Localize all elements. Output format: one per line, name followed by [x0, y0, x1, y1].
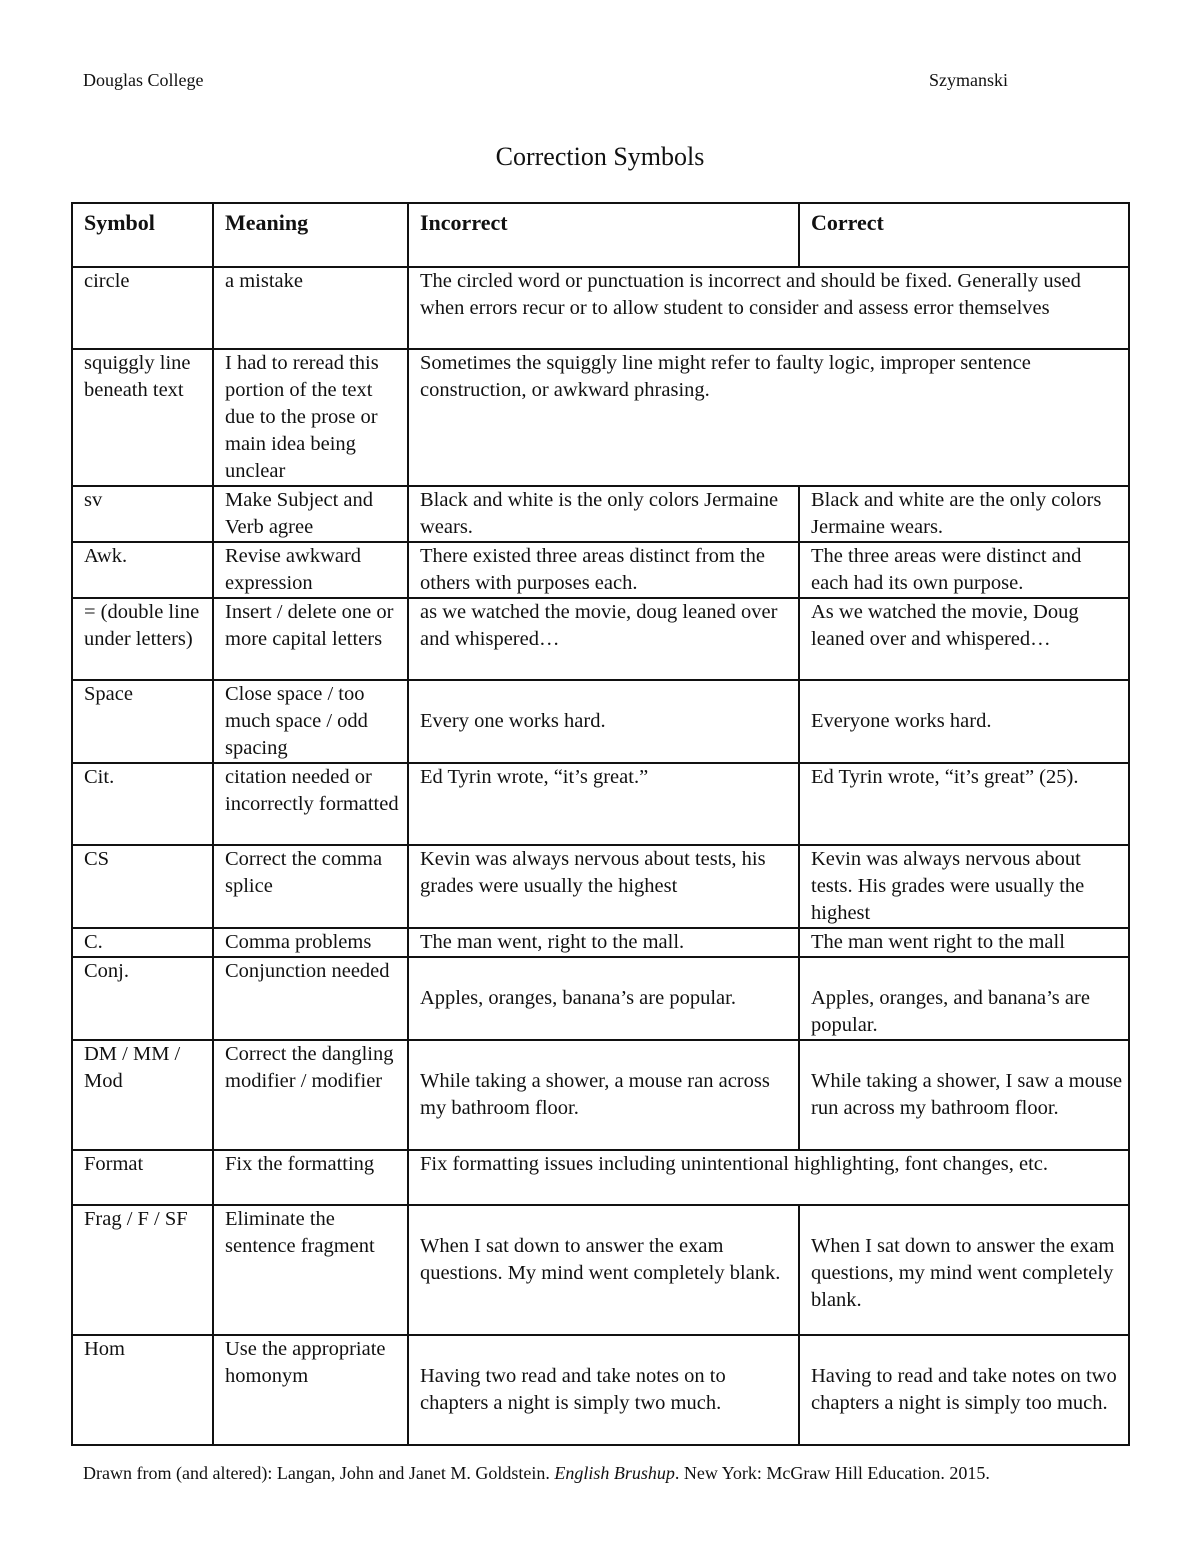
correct-cell: Having to read and take notes on two chapters a night is simply too much. — [799, 1335, 1129, 1445]
incorrect-cell: Every one works hard. — [408, 680, 799, 763]
incorrect-cell: There existed three areas distinct from the others with purposes each. — [408, 542, 799, 598]
meaning-cell: Eliminate the sentence fragment — [213, 1205, 408, 1335]
correct-cell: Everyone works hard. — [799, 680, 1129, 763]
meaning-cell: Correct the dangling modifier / modifier — [213, 1040, 408, 1150]
symbol-cell: Space — [72, 680, 213, 763]
incorrect-cell: Having two read and take notes on to chapters a night is simply two much. — [408, 1335, 799, 1445]
meaning-cell: Use the appropriate homonym — [213, 1335, 408, 1445]
table-row — [72, 1335, 1129, 1445]
table-row — [72, 957, 1129, 1040]
table-row — [72, 542, 1129, 598]
correction-symbols-table — [71, 202, 1130, 1446]
table-row — [72, 1205, 1129, 1335]
table-row — [72, 1150, 1129, 1205]
meaning-cell: Make Subject and Verb agree — [213, 486, 408, 542]
symbol-cell: Format — [72, 1150, 213, 1205]
citation-book-title: English Brushup — [554, 1463, 675, 1483]
table-row — [72, 928, 1129, 957]
incorrect-cell: Black and white is the only colors Jermaine wears. — [408, 486, 799, 542]
incorrect-cell: as we watched the movie, doug leaned over and whispered… — [408, 598, 799, 680]
incorrect-cell: Apples, oranges, banana’s are popular. — [408, 957, 799, 1040]
correct-cell: While taking a shower, I saw a mouse run across my bathroom floor. — [799, 1040, 1129, 1150]
correct-cell: Ed Tyrin wrote, “it’s great” (25). — [799, 763, 1129, 845]
note-cell: Fix formatting issues including unintentional highlighting, font changes, etc. — [408, 1150, 1129, 1205]
symbol-cell: sv — [72, 486, 213, 542]
meaning-cell: citation needed or incorrectly formatted — [213, 763, 408, 845]
incorrect-cell: When I sat down to answer the exam questions. My mind went completely blank. — [408, 1205, 799, 1335]
meaning-cell: Correct the comma splice — [213, 845, 408, 928]
symbol-cell: Frag / F / SF — [72, 1205, 213, 1335]
symbol-cell: Awk. — [72, 542, 213, 598]
symbol-cell: Hom — [72, 1335, 213, 1445]
column-header-meaning: Meaning — [213, 203, 408, 267]
symbol-cell: DM / MM / Mod — [72, 1040, 213, 1150]
correct-cell: Kevin was always nervous about tests. His grades were usually the highest — [799, 845, 1129, 928]
table-row — [72, 1040, 1129, 1150]
table-row — [72, 763, 1129, 845]
incorrect-cell: While taking a shower, a mouse ran across my bathroom floor. — [408, 1040, 799, 1150]
page-title: Correction Symbols — [495, 142, 705, 171]
meaning-cell: Comma problems — [213, 928, 408, 957]
symbol-cell: Cit. — [72, 763, 213, 845]
correct-cell: Apples, oranges, and banana’s are popular. — [799, 957, 1129, 1040]
meaning-cell: Insert / delete one or more capital letters — [213, 598, 408, 680]
incorrect-cell: The man went, right to the mall. — [408, 928, 799, 957]
citation-suffix: . New York: McGraw Hill Education. 2015. — [674, 1463, 990, 1483]
correct-cell: Black and white are the only colors Jermaine wears. — [799, 486, 1129, 542]
symbol-cell: C. — [72, 928, 213, 957]
symbol-cell: circle — [72, 267, 213, 349]
table-header-row — [72, 203, 1129, 267]
meaning-cell: Fix the formatting — [213, 1150, 408, 1205]
table-row — [72, 680, 1129, 763]
note-cell: Sometimes the squiggly line might refer to faulty logic, improper sentence construction, or awkward phrasing. — [408, 349, 1129, 486]
table-row — [72, 349, 1129, 486]
symbol-cell: CS — [72, 845, 213, 928]
header-right: Szymanski — [929, 70, 1008, 90]
table-row — [72, 598, 1129, 680]
note-cell: The circled word or punctuation is incorrect and should be fixed. Generally used when errors recur or to allow student to consider and assess error themselves — [408, 267, 1129, 349]
correct-cell: As we watched the movie, Doug leaned over and whispered… — [799, 598, 1129, 680]
incorrect-cell: Ed Tyrin wrote, “it’s great.” — [408, 763, 799, 845]
column-header-correct: Correct — [799, 203, 1129, 267]
source-citation — [83, 1463, 990, 1484]
symbol-cell: squiggly line beneath text — [72, 349, 213, 486]
meaning-cell: Close space / too much space / odd spacing — [213, 680, 408, 763]
column-header-incorrect: Incorrect — [408, 203, 799, 267]
table-row — [72, 486, 1129, 542]
column-header-symbol: Symbol — [72, 203, 213, 267]
meaning-cell: Conjunction needed — [213, 957, 408, 1040]
symbol-cell: Conj. — [72, 957, 213, 1040]
incorrect-cell: Kevin was always nervous about tests, his grades were usually the highest — [408, 845, 799, 928]
correct-cell: When I sat down to answer the exam questions, my mind went completely blank. — [799, 1205, 1129, 1335]
symbol-cell: = (double line under letters) — [72, 598, 213, 680]
table-row — [72, 267, 1129, 349]
meaning-cell: a mistake — [213, 267, 408, 349]
header-left: Douglas College — [83, 70, 204, 90]
citation-prefix: Drawn from (and altered): Langan, John and Janet M. Goldstein. — [83, 1463, 555, 1483]
table-row — [72, 845, 1129, 928]
correct-cell: The three areas were distinct and each had its own purpose. — [799, 542, 1129, 598]
meaning-cell: Revise awkward expression — [213, 542, 408, 598]
meaning-cell: I had to reread this portion of the text due to the prose or main idea being unclear — [213, 349, 408, 486]
correct-cell: The man went right to the mall — [799, 928, 1129, 957]
